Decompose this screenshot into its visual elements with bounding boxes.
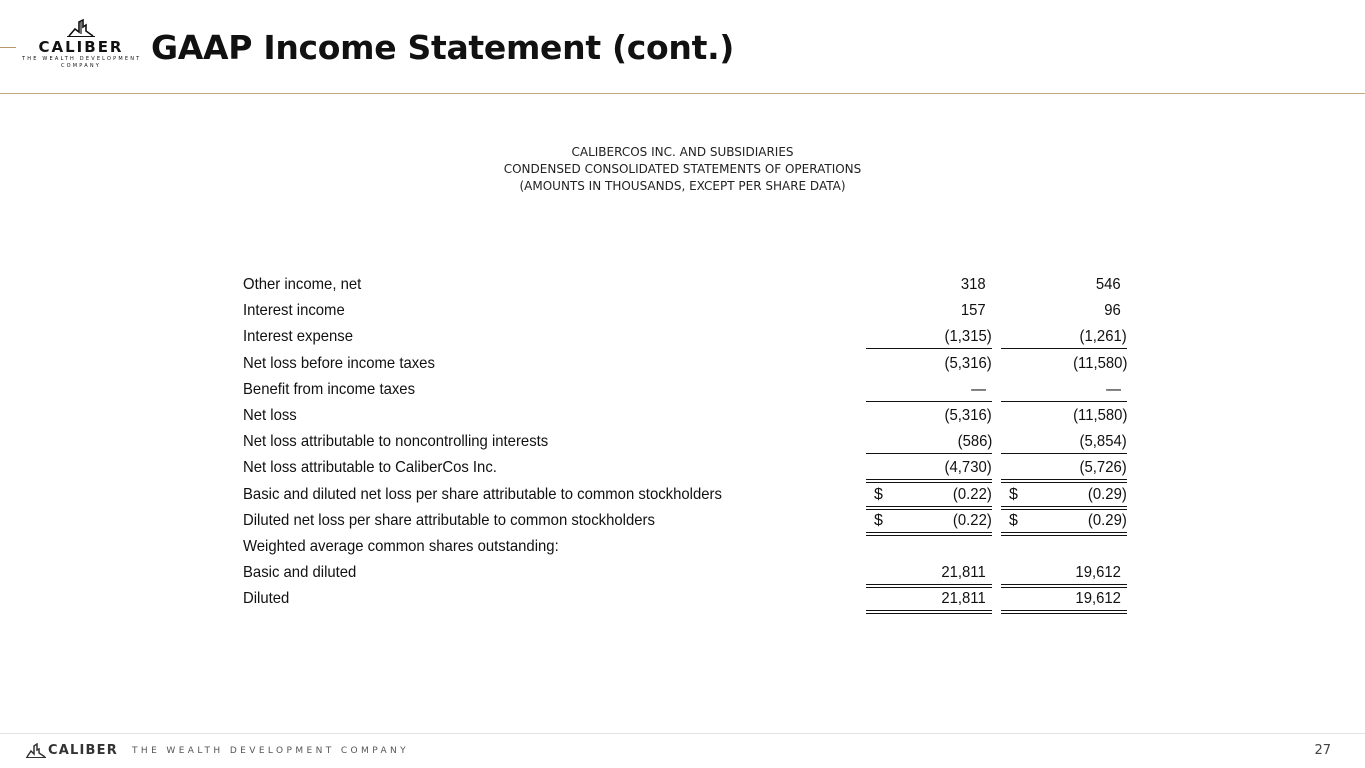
table-row	[243, 378, 1133, 404]
table-row	[243, 535, 1133, 561]
value-col2: —	[1106, 380, 1121, 398]
value-col1: 318	[961, 276, 986, 293]
value-col2: (5,854)	[1079, 433, 1127, 451]
currency-symbol: $	[874, 511, 883, 529]
value-col1: (1,315)	[944, 328, 992, 346]
value-col1: (0.22)	[953, 485, 992, 503]
statement-name: CONDENSED CONSOLIDATED STATEMENTS OF OPERATIONS	[503, 162, 862, 176]
row-label: Diluted	[243, 590, 290, 608]
logo-word: CALIBER	[38, 38, 124, 56]
accent-dash	[0, 47, 16, 48]
table-row	[243, 561, 1133, 587]
slide-header	[0, 0, 1365, 94]
value-col1: —	[971, 380, 986, 398]
value-col2: 546	[1096, 276, 1121, 293]
row-label: Diluted net loss per share attributable to common stockholders	[243, 511, 655, 529]
row-label: Net loss	[243, 406, 297, 424]
row-label: Net loss attributable to CaliberCos Inc.	[243, 459, 497, 477]
value-col1: (5,316)	[944, 406, 992, 424]
logo-tagline-company: COMPANY	[60, 63, 102, 69]
value-col2: (5,726)	[1079, 459, 1127, 477]
logo-tagline: THE WEALTH DEVELOPMENT	[22, 56, 142, 62]
page-number: 27	[1314, 743, 1331, 758]
table-row	[243, 483, 1133, 509]
row-label: Net loss before income taxes	[243, 354, 435, 372]
value-col1: 21,811	[941, 590, 986, 608]
company-name: CALIBERCOS INC. AND SUBSIDIARIES	[571, 145, 794, 159]
row-label: Interest expense	[243, 328, 354, 346]
row-label: Benefit from income taxes	[243, 380, 416, 398]
value-col2: (11,580)	[1072, 406, 1127, 424]
table-row	[243, 299, 1133, 325]
value-col2: 19,612	[1075, 590, 1121, 608]
table-row	[243, 456, 1133, 482]
table-row	[243, 430, 1133, 456]
building-logo-icon	[26, 743, 46, 759]
row-label: Basic and diluted net loss per share attributable to common stockholders	[243, 485, 722, 503]
statement-units: (AMOUNTS IN THOUSANDS, EXCEPT PER SHARE DATA)	[519, 179, 846, 193]
page-title: GAAP Income Statement (cont.)	[151, 28, 735, 67]
value-col2: 96	[1104, 302, 1121, 320]
value-col2: (1,261)	[1079, 328, 1127, 346]
caliber-logo	[22, 18, 140, 74]
building-logo-icon	[66, 18, 96, 38]
value-col2: (11,580)	[1072, 354, 1127, 372]
value-col1: (4,730)	[944, 459, 992, 477]
table-row	[243, 273, 1133, 299]
row-label: Basic and diluted	[243, 564, 357, 582]
table-row	[243, 352, 1133, 378]
row-label: Weighted average common shares outstanding:	[243, 537, 559, 555]
currency-symbol: $	[1009, 511, 1018, 529]
row-label: Interest income	[243, 302, 345, 320]
table-row	[243, 509, 1133, 535]
row-label: Net loss attributable to noncontrolling interests	[243, 433, 549, 451]
value-col1: (586)	[957, 433, 992, 451]
value-col1: 157	[961, 302, 986, 320]
income-statement-table	[243, 273, 1133, 613]
table-row	[243, 587, 1133, 613]
footer-tagline: THE WEALTH DEVELOPMENT COMPANY	[132, 746, 410, 756]
statement-heading	[0, 144, 1365, 195]
row-label: Other income, net	[243, 276, 362, 293]
table-row	[243, 404, 1133, 430]
footer-logo-word: CALIBER	[48, 743, 118, 758]
header-divider	[0, 93, 1365, 94]
value-col2: 19,612	[1075, 564, 1121, 582]
footer-divider	[0, 733, 1365, 734]
footer-logo	[26, 743, 426, 759]
value-col2: (0.29)	[1088, 485, 1127, 503]
value-col1: (5,316)	[944, 354, 992, 372]
currency-symbol: $	[1009, 485, 1018, 503]
value-col2: (0.29)	[1088, 511, 1127, 529]
value-col1: (0.22)	[953, 511, 992, 529]
value-col1: 21,811	[941, 564, 986, 582]
currency-symbol: $	[874, 485, 883, 503]
table-row	[243, 325, 1133, 351]
